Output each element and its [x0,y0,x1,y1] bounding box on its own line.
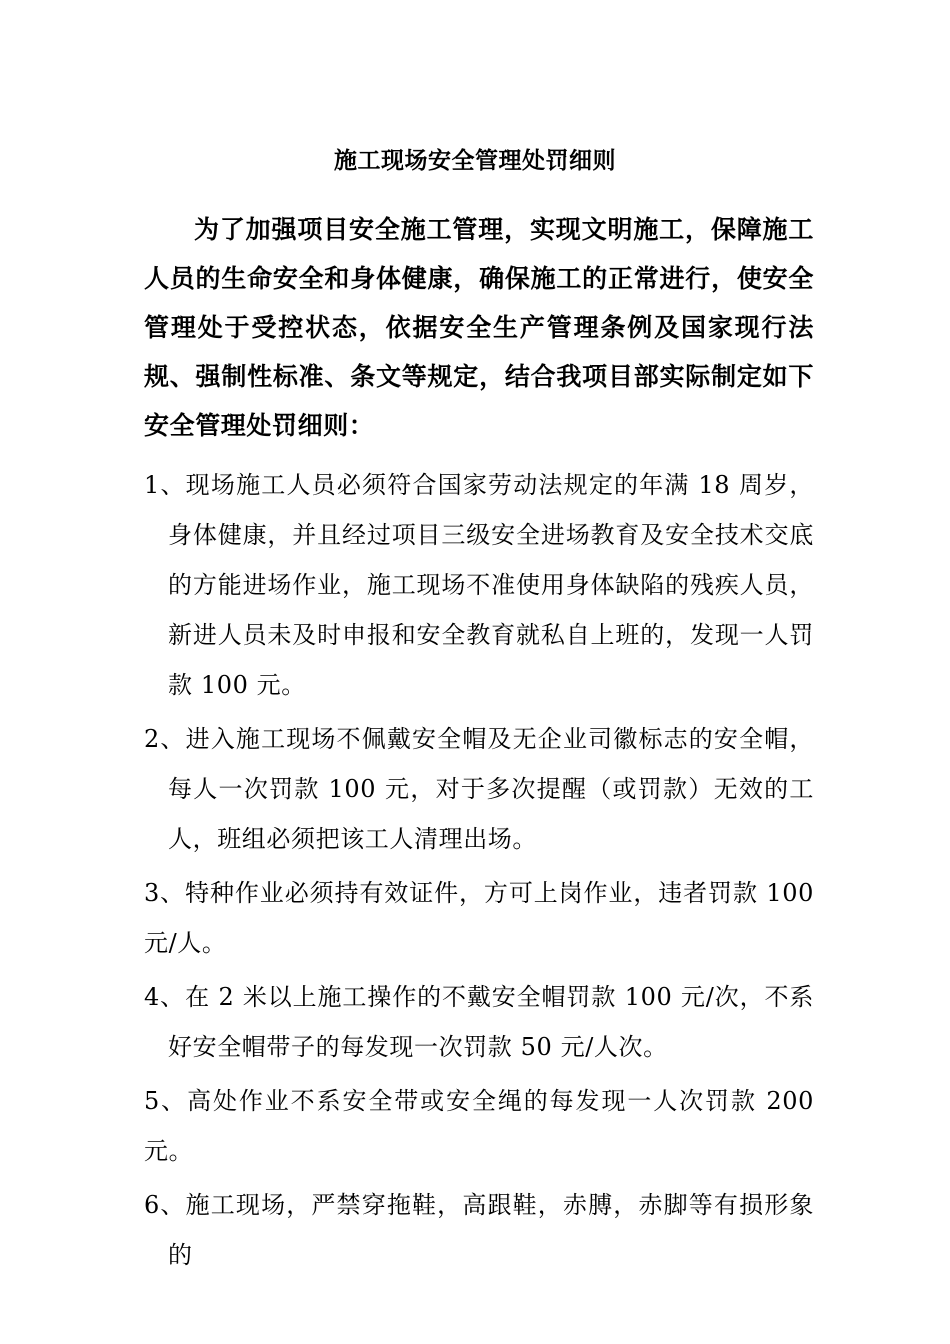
rule-number: 3、 [144,879,186,907]
rule-number: 1、 [144,471,186,499]
rule-item-4 [144,972,814,1072]
rule-text: 在 2 米以上施工操作的不戴安全帽罚款 100 元/次，不系好安全帽带子的每发现一次罚款 50 元/人次。 [168,983,814,1061]
rules-list [144,460,814,1284]
rule-number: 4、 [144,983,186,1011]
rule-text: 现场施工人员必须符合国家劳动法规定的年满 18 周岁，身体健康，并且经过项目三级安全进场教育及安全技术交底的方能进场作业，施工现场不准使用身体缺陷的残疾人员，新进人员未及时申报和安全教育就私自上班的，发现一人罚款 100 元。 [168,471,814,699]
rule-item-1 [144,460,814,710]
rule-item-6 [144,1180,814,1280]
rule-text: 高处作业不系安全带或安全绳的每发现一人次罚款 200 元。 [144,1087,814,1165]
rule-text: 特种作业必须持有效证件，方可上岗作业，违者罚款 100 元/人。 [144,879,814,957]
document-title: 施工现场安全管理处罚细则 [334,147,616,174]
rule-number: 5、 [144,1087,188,1115]
rule-number: 6、 [144,1191,186,1219]
rule-number: 2、 [144,725,186,753]
rule-item-5 [144,1076,814,1176]
rule-item-2 [144,714,814,864]
rule-item-3 [144,868,814,968]
intro-paragraph: 为了加强项目安全施工管理，实现文明施工，保障施工人员的生命安全和身体健康，确保施工的正常进行，使安全管理处于受控状态，依据安全生产管理条例及国家现行法规、强制性标准、条文等规定，结合我项目部实际制定如下安全管理处罚细则： [144,215,814,440]
rule-text: 施工现场，严禁穿拖鞋，高跟鞋，赤膊，赤脚等有损形象的 [168,1191,814,1269]
rule-text: 进入施工现场不佩戴安全帽及无企业司徽标志的安全帽，每人一次罚款 100 元，对于多次提醒（或罚款）无效的工人，班组必须把该工人清理出场。 [168,725,814,853]
